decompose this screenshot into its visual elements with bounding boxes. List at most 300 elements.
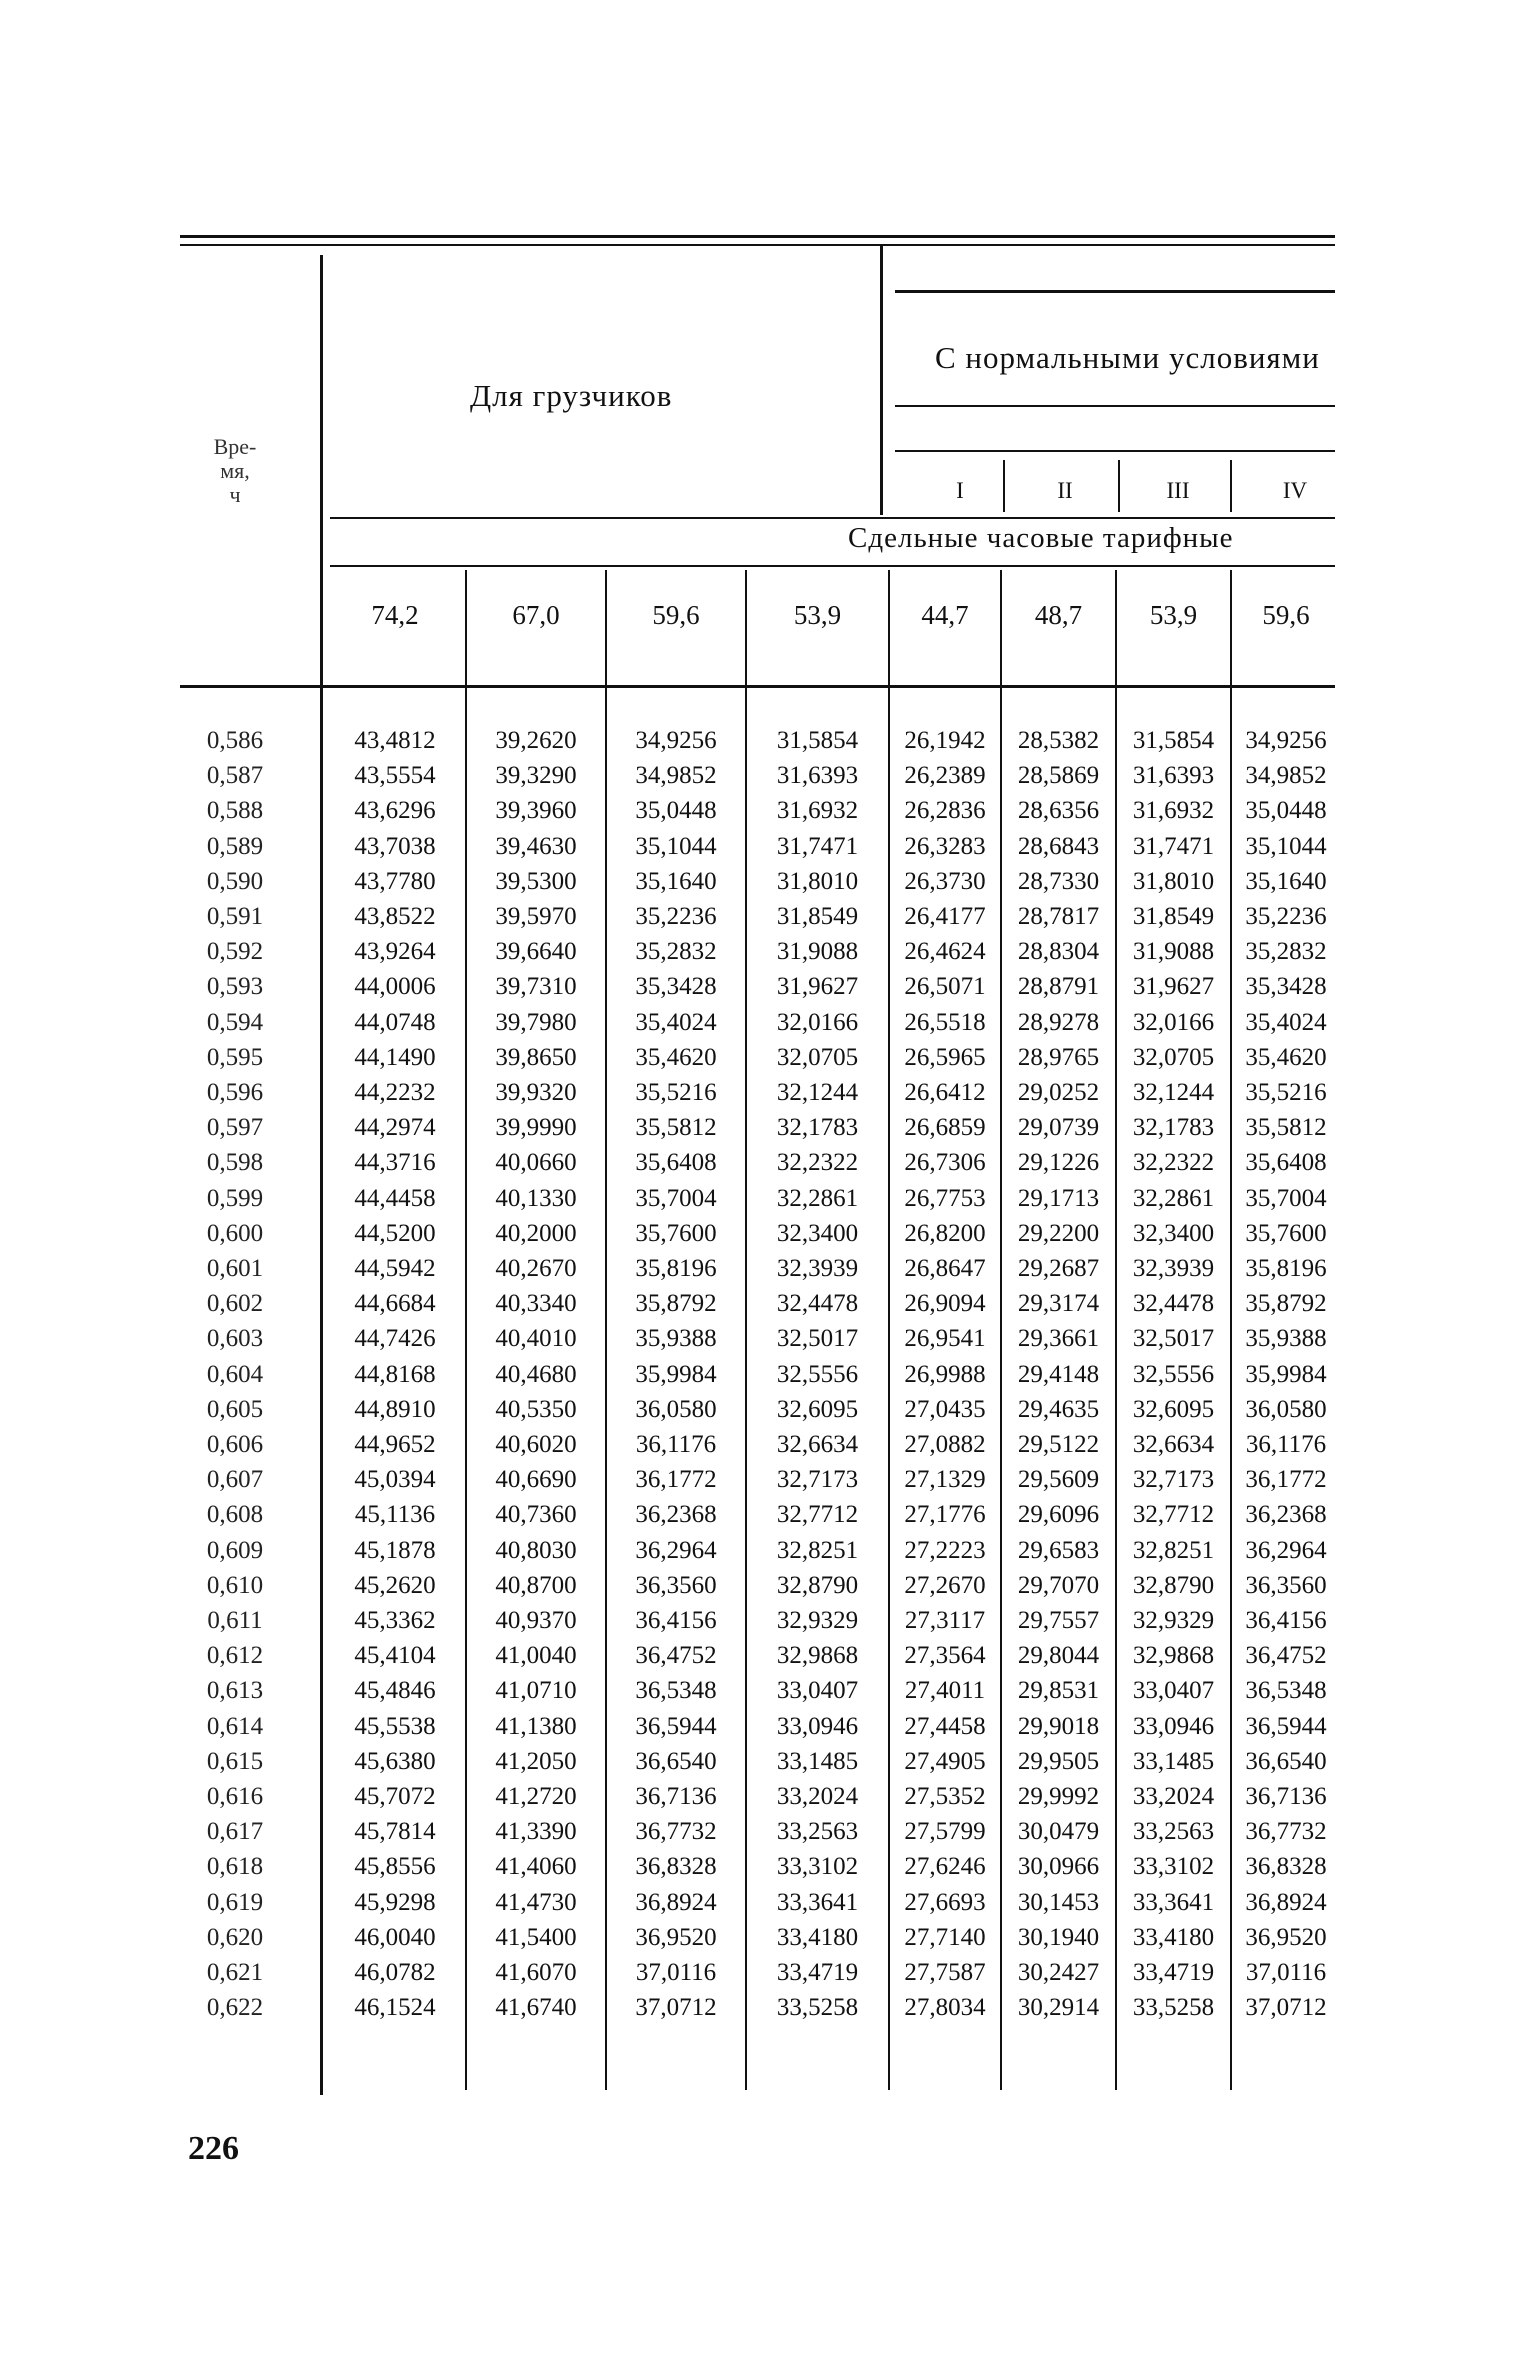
value-cell: 36,9520 <box>1245 1923 1327 1951</box>
value-cell: 35,7004 <box>635 1184 717 1212</box>
value-cell: 39,5970 <box>495 903 577 930</box>
value-cell: 32,9868 <box>776 1642 859 1670</box>
value-cell: 41,5400 <box>495 1923 577 1951</box>
value-cell: 29,9018 <box>1017 1712 1100 1740</box>
value-cell: 35,6408 <box>635 1149 717 1177</box>
value-cell: 36,4156 <box>1245 1607 1327 1634</box>
value-cell: 26,8200 <box>904 1219 986 1247</box>
table-row <box>0 1713 1535 1748</box>
value-cell: 27,2223 <box>904 1536 986 1564</box>
value-cell: 27,0435 <box>904 1395 986 1423</box>
value-cell: 27,6246 <box>904 1853 986 1881</box>
time-cell: 0,587 <box>206 762 264 790</box>
value-cell: 29,8531 <box>1017 1677 1100 1705</box>
value-cell: 40,6020 <box>495 1431 577 1458</box>
value-cell: 35,2832 <box>1245 938 1327 966</box>
table-row <box>0 1501 1535 1536</box>
table-row <box>0 1783 1535 1818</box>
value-cell: 45,9298 <box>354 1888 436 1916</box>
value-cell: 28,9278 <box>1017 1008 1100 1036</box>
value-cell: 39,3290 <box>495 762 577 790</box>
categories-top-rule <box>895 450 1335 452</box>
value-cell: 40,7360 <box>495 1501 577 1529</box>
time-label-line-3: ч <box>229 482 241 507</box>
value-cell: 35,0448 <box>635 797 717 825</box>
value-cell: 27,8034 <box>904 1994 986 2022</box>
value-cell: 35,5812 <box>1245 1114 1327 1142</box>
value-cell: 41,3390 <box>495 1818 577 1846</box>
value-cell: 33,4719 <box>1132 1959 1215 1986</box>
value-cell: 32,7173 <box>776 1466 859 1494</box>
value-cell: 29,0252 <box>1017 1079 1100 1106</box>
value-cell: 35,2236 <box>635 903 717 930</box>
table-row <box>0 868 1535 903</box>
table-row <box>0 1290 1535 1325</box>
value-cell: 45,4104 <box>354 1642 436 1670</box>
group-separator <box>880 245 883 515</box>
value-cell: 45,1878 <box>354 1536 436 1564</box>
value-cell: 39,2620 <box>495 727 577 754</box>
value-cell: 33,5258 <box>1132 1994 1215 2022</box>
value-cell: 35,8792 <box>1245 1290 1327 1318</box>
value-cell: 30,1940 <box>1017 1923 1100 1951</box>
table-row <box>0 1185 1535 1220</box>
value-cell: 30,0966 <box>1017 1853 1100 1881</box>
value-cell: 32,2861 <box>1132 1184 1215 1212</box>
value-cell: 33,0407 <box>776 1677 859 1705</box>
value-cell: 26,6859 <box>904 1114 986 1142</box>
value-cell: 32,2861 <box>776 1184 859 1212</box>
table-row <box>0 727 1535 762</box>
time-cell: 0,596 <box>206 1079 264 1106</box>
value-cell: 35,1640 <box>1245 867 1327 895</box>
value-cell: 37,0712 <box>1245 1994 1327 2022</box>
value-cell: 45,0394 <box>354 1466 436 1494</box>
time-cell: 0,595 <box>206 1043 264 1071</box>
value-cell: 36,8924 <box>1245 1888 1327 1916</box>
time-cell: 0,593 <box>206 973 264 1001</box>
value-cell: 35,1640 <box>635 867 717 895</box>
value-cell: 28,5869 <box>1017 762 1100 790</box>
value-cell: 32,9868 <box>1132 1642 1215 1670</box>
value-cell: 35,3428 <box>1245 973 1327 1001</box>
value-cell: 44,5942 <box>354 1255 436 1282</box>
value-cell: 35,6408 <box>1245 1149 1327 1177</box>
value-cell: 32,0705 <box>1132 1043 1215 1071</box>
value-cell: 36,7732 <box>1245 1818 1327 1846</box>
value-cell: 36,4156 <box>635 1607 717 1634</box>
value-cell: 32,3939 <box>1132 1255 1215 1282</box>
value-cell: 26,4177 <box>904 903 986 930</box>
value-cell: 31,5854 <box>1132 727 1215 754</box>
value-cell: 36,8328 <box>1245 1853 1327 1881</box>
value-cell: 36,3560 <box>1245 1571 1327 1599</box>
value-cell: 34,9256 <box>635 727 717 754</box>
table-row <box>0 1220 1535 1255</box>
value-cell: 29,5609 <box>1017 1466 1100 1494</box>
value-cell: 40,4680 <box>495 1360 577 1388</box>
cat-sep-1 <box>1003 460 1005 512</box>
value-cell: 40,2000 <box>495 1219 577 1247</box>
value-cell: 29,3661 <box>1017 1325 1100 1353</box>
value-cell: 35,4024 <box>1245 1008 1327 1036</box>
value-cell: 29,8044 <box>1017 1642 1100 1670</box>
time-cell: 0,599 <box>206 1184 264 1212</box>
value-cell: 43,5554 <box>354 762 436 790</box>
normal-group-top-rule <box>895 290 1335 293</box>
value-cell: 36,1772 <box>635 1466 717 1494</box>
value-cell: 31,7471 <box>1132 832 1215 860</box>
value-cell: 36,7136 <box>635 1783 717 1810</box>
value-cell: 36,6540 <box>635 1747 717 1775</box>
value-cell: 27,0882 <box>904 1431 986 1458</box>
value-cell: 26,6412 <box>904 1079 986 1106</box>
value-cell: 29,0739 <box>1017 1114 1100 1142</box>
value-cell: 41,1380 <box>495 1712 577 1740</box>
table-row <box>0 797 1535 832</box>
value-cell: 33,1485 <box>1132 1747 1215 1775</box>
table-row <box>0 1572 1535 1607</box>
value-cell: 36,5944 <box>1245 1712 1327 1740</box>
value-cell: 45,4846 <box>354 1677 436 1705</box>
rate-value: 53,9 <box>793 600 842 630</box>
value-cell: 32,5017 <box>776 1325 859 1353</box>
value-cell: 36,7136 <box>1245 1783 1327 1810</box>
value-cell: 36,4752 <box>635 1642 717 1670</box>
table-row <box>0 1853 1535 1888</box>
table-row <box>0 1466 1535 1501</box>
value-cell: 45,1136 <box>354 1501 436 1529</box>
value-cell: 26,8647 <box>904 1255 986 1282</box>
value-cell: 36,2368 <box>1245 1501 1327 1529</box>
table-row <box>0 1114 1535 1149</box>
value-cell: 33,4180 <box>1132 1923 1215 1951</box>
rate-value: 59,6 <box>652 600 700 630</box>
value-cell: 33,3641 <box>1132 1888 1215 1916</box>
value-cell: 44,2232 <box>354 1079 436 1106</box>
table-row <box>0 1889 1535 1924</box>
value-cell: 29,4635 <box>1017 1395 1100 1423</box>
time-cell: 0,607 <box>206 1466 264 1494</box>
value-cell: 27,7587 <box>904 1959 986 1986</box>
top-rule <box>180 235 1335 238</box>
value-cell: 32,7712 <box>1132 1501 1215 1529</box>
value-cell: 29,7070 <box>1017 1571 1100 1599</box>
value-cell: 39,5300 <box>495 867 577 895</box>
value-cell: 34,9852 <box>635 762 717 790</box>
value-cell: 35,9388 <box>635 1325 717 1353</box>
value-cell: 35,7600 <box>635 1219 717 1247</box>
cat-sep-2 <box>1118 460 1120 512</box>
value-cell: 33,2563 <box>1132 1818 1215 1846</box>
value-cell: 33,3641 <box>776 1888 859 1916</box>
value-cell: 26,9541 <box>904 1325 986 1353</box>
time-cell: 0,621 <box>206 1959 264 1986</box>
value-cell: 26,5071 <box>904 973 986 1001</box>
table-row <box>0 762 1535 797</box>
time-cell: 0,618 <box>206 1853 264 1881</box>
value-cell: 34,9256 <box>1245 727 1327 754</box>
value-cell: 32,6095 <box>1132 1395 1215 1423</box>
value-cell: 32,8251 <box>776 1536 859 1564</box>
table-row <box>0 1079 1535 1114</box>
value-cell: 26,2836 <box>904 797 986 825</box>
time-cell: 0,610 <box>206 1571 264 1599</box>
value-cell: 28,9765 <box>1017 1043 1100 1071</box>
value-cell: 33,0407 <box>1132 1677 1215 1705</box>
value-cell: 43,7780 <box>354 867 436 895</box>
table-row <box>0 1924 1535 1959</box>
value-cell: 29,2687 <box>1017 1255 1100 1282</box>
value-cell: 35,0448 <box>1245 797 1327 825</box>
value-cell: 31,6393 <box>776 762 859 790</box>
normal-group-under-rule <box>895 405 1335 407</box>
value-cell: 39,7980 <box>495 1008 577 1036</box>
value-cell: 30,2427 <box>1017 1959 1100 1986</box>
value-cell: 41,0040 <box>495 1642 577 1670</box>
rate-value: 48,7 <box>1034 600 1083 630</box>
value-cell: 44,8168 <box>354 1360 436 1388</box>
value-cell: 35,9984 <box>635 1360 717 1388</box>
value-cell: 43,7038 <box>354 832 436 860</box>
value-cell: 36,8328 <box>635 1853 717 1881</box>
time-column-header <box>180 435 290 507</box>
value-cell: 31,5854 <box>776 727 859 754</box>
value-cell: 32,6634 <box>1132 1431 1215 1458</box>
value-cell: 44,9652 <box>354 1431 436 1458</box>
value-cell: 32,0705 <box>776 1043 859 1071</box>
value-cell: 35,5216 <box>1245 1079 1327 1106</box>
value-cell: 45,7072 <box>354 1783 436 1810</box>
value-cell: 44,0748 <box>354 1008 436 1036</box>
rate-value: 44,7 <box>921 600 969 630</box>
value-cell: 32,9329 <box>776 1607 859 1634</box>
value-cell: 43,9264 <box>354 938 436 966</box>
value-cell: 45,7814 <box>354 1818 436 1846</box>
value-cell: 32,7712 <box>776 1501 859 1529</box>
table-row <box>0 833 1535 868</box>
value-cell: 45,6380 <box>354 1747 436 1775</box>
value-cell: 27,4458 <box>904 1712 986 1740</box>
table-row <box>0 1959 1535 1994</box>
group-header-loaders: Для грузчиков <box>470 378 673 413</box>
time-cell: 0,619 <box>206 1888 264 1916</box>
value-cell: 33,1485 <box>776 1747 859 1775</box>
table-row <box>0 1431 1535 1466</box>
value-cell: 33,2024 <box>776 1783 859 1810</box>
value-cell: 46,0782 <box>354 1959 436 1986</box>
table-row <box>0 1537 1535 1572</box>
value-cell: 36,2368 <box>635 1501 717 1529</box>
value-cell: 27,3117 <box>904 1607 986 1634</box>
value-cell: 29,9505 <box>1017 1747 1100 1775</box>
value-cell: 33,4719 <box>776 1959 859 1986</box>
value-cell: 28,7330 <box>1017 867 1100 895</box>
value-cell: 27,4011 <box>904 1677 986 1705</box>
value-cell: 41,4730 <box>495 1888 577 1916</box>
value-cell: 40,8030 <box>495 1536 577 1564</box>
value-cell: 41,2720 <box>495 1783 577 1810</box>
table-row <box>0 903 1535 938</box>
table-row <box>0 1149 1535 1184</box>
value-cell: 33,3102 <box>776 1853 859 1881</box>
value-cell: 36,9520 <box>635 1923 717 1951</box>
value-cell: 36,5348 <box>1245 1677 1327 1705</box>
time-cell: 0,588 <box>206 797 264 825</box>
value-cell: 35,3428 <box>635 973 717 1001</box>
value-cell: 40,2670 <box>495 1255 577 1282</box>
table-row <box>0 938 1535 973</box>
value-cell: 29,1713 <box>1017 1184 1100 1212</box>
value-cell: 44,6684 <box>354 1290 436 1318</box>
value-cell: 31,8010 <box>776 867 859 895</box>
value-cell: 27,5799 <box>904 1818 986 1846</box>
value-cell: 32,4478 <box>1132 1290 1215 1318</box>
table-row <box>0 1255 1535 1290</box>
time-cell: 0,620 <box>206 1923 264 1951</box>
rates-under-rule <box>330 565 1335 567</box>
value-cell: 32,2322 <box>1132 1149 1215 1177</box>
table-row <box>0 1994 1535 2029</box>
value-cell: 31,6393 <box>1132 762 1215 790</box>
value-cell: 32,1783 <box>776 1114 859 1142</box>
value-cell: 33,5258 <box>776 1994 859 2022</box>
time-cell: 0,613 <box>206 1677 264 1705</box>
time-cell: 0,600 <box>206 1219 264 1247</box>
value-cell: 32,4478 <box>776 1290 859 1318</box>
value-cell: 40,0660 <box>495 1149 577 1177</box>
value-cell: 36,6540 <box>1245 1747 1327 1775</box>
value-cell: 29,6096 <box>1017 1501 1100 1529</box>
rate-value: 67,0 <box>512 600 560 630</box>
time-cell: 0,608 <box>206 1501 264 1529</box>
table-row <box>0 1818 1535 1853</box>
time-cell: 0,606 <box>206 1431 264 1458</box>
value-cell: 27,7140 <box>904 1923 986 1951</box>
value-cell: 34,9852 <box>1245 762 1327 790</box>
time-cell: 0,597 <box>206 1114 264 1142</box>
value-cell: 36,0580 <box>1245 1395 1327 1423</box>
value-cell: 35,4024 <box>635 1008 717 1036</box>
value-cell: 31,8010 <box>1132 867 1215 895</box>
table-row <box>0 1748 1535 1783</box>
value-cell: 39,7310 <box>495 973 577 1001</box>
time-cell: 0,590 <box>206 867 264 895</box>
value-cell: 33,3102 <box>1132 1853 1215 1881</box>
value-cell: 28,7817 <box>1017 903 1100 930</box>
value-cell: 39,8650 <box>495 1043 577 1071</box>
value-cell: 43,4812 <box>354 727 436 754</box>
value-cell: 33,0946 <box>1132 1712 1215 1740</box>
value-cell: 40,9370 <box>495 1607 577 1634</box>
value-cell: 31,8549 <box>1132 903 1215 930</box>
value-cell: 32,0166 <box>1132 1008 1215 1036</box>
rate-value: 74,2 <box>371 600 419 630</box>
category-IV: IV <box>1282 478 1308 503</box>
value-cell: 30,2914 <box>1017 1994 1100 2022</box>
table-row <box>0 1044 1535 1079</box>
value-cell: 29,6583 <box>1017 1536 1100 1564</box>
table-row <box>0 1009 1535 1044</box>
value-cell: 41,4060 <box>495 1853 577 1881</box>
value-cell: 40,3340 <box>495 1290 577 1318</box>
value-cell: 29,4148 <box>1017 1360 1100 1388</box>
value-cell: 32,8251 <box>1132 1536 1215 1564</box>
value-cell: 44,5200 <box>354 1219 436 1247</box>
value-cell: 35,8196 <box>1245 1255 1327 1282</box>
value-cell: 26,9988 <box>904 1360 986 1388</box>
value-cell: 36,8924 <box>635 1888 717 1916</box>
value-cell: 35,8196 <box>635 1255 717 1282</box>
time-cell: 0,598 <box>206 1149 264 1177</box>
value-cell: 31,6932 <box>776 797 859 825</box>
time-cell: 0,591 <box>206 903 264 930</box>
value-cell: 45,2620 <box>354 1571 436 1599</box>
time-cell: 0,592 <box>206 938 264 966</box>
value-cell: 37,0116 <box>635 1959 717 1986</box>
value-cell: 43,8522 <box>354 903 436 930</box>
value-cell: 41,0710 <box>495 1677 577 1705</box>
value-cell: 39,9990 <box>495 1114 577 1142</box>
value-cell: 32,6095 <box>776 1395 859 1423</box>
value-cell: 27,3564 <box>904 1642 986 1670</box>
category-III: III <box>1166 478 1190 503</box>
value-cell: 35,9388 <box>1245 1325 1327 1353</box>
value-cell: 32,7173 <box>1132 1466 1215 1494</box>
time-cell: 0,611 <box>207 1607 263 1634</box>
top-rule-2 <box>180 244 1335 246</box>
value-cell: 40,1330 <box>495 1184 577 1212</box>
value-cell: 43,6296 <box>354 797 436 825</box>
value-cell: 36,7732 <box>635 1818 717 1846</box>
value-cell: 39,4630 <box>495 832 577 860</box>
table-row <box>0 1396 1535 1431</box>
value-cell: 30,1453 <box>1017 1888 1100 1916</box>
time-cell: 0,603 <box>206 1325 264 1353</box>
value-cell: 35,7004 <box>1245 1184 1327 1212</box>
value-cell: 26,1942 <box>904 727 986 754</box>
value-cell: 39,9320 <box>495 1079 577 1106</box>
rates-top-rule <box>330 517 1335 519</box>
value-cell: 36,2964 <box>635 1536 717 1564</box>
table-row <box>0 1607 1535 1642</box>
value-cell: 44,8910 <box>354 1395 436 1423</box>
value-cell: 26,7753 <box>904 1184 986 1212</box>
rate-value: 59,6 <box>1262 600 1310 630</box>
time-cell: 0,609 <box>206 1536 264 1564</box>
value-cell: 39,6640 <box>495 938 577 966</box>
value-cell: 32,9329 <box>1132 1607 1215 1634</box>
value-cell: 37,0116 <box>1245 1959 1327 1986</box>
value-cell: 32,5556 <box>776 1360 859 1388</box>
value-cell: 31,7471 <box>776 832 859 860</box>
value-cell: 33,0946 <box>776 1712 859 1740</box>
value-cell: 27,4905 <box>904 1747 986 1775</box>
value-cell: 32,8790 <box>776 1571 859 1599</box>
category-II: II <box>1057 478 1073 503</box>
table-row <box>0 1677 1535 1712</box>
value-cell: 32,1244 <box>1132 1079 1215 1106</box>
value-cell: 29,5122 <box>1017 1431 1100 1458</box>
value-cell: 28,6843 <box>1017 832 1100 860</box>
value-cell: 31,9627 <box>776 973 859 1001</box>
value-cell: 26,5518 <box>904 1008 986 1036</box>
value-cell: 32,6634 <box>776 1431 859 1458</box>
value-cell: 26,2389 <box>904 762 986 790</box>
value-cell: 45,3362 <box>354 1607 436 1634</box>
table-row <box>0 973 1535 1008</box>
value-cell: 41,6740 <box>495 1994 577 2022</box>
